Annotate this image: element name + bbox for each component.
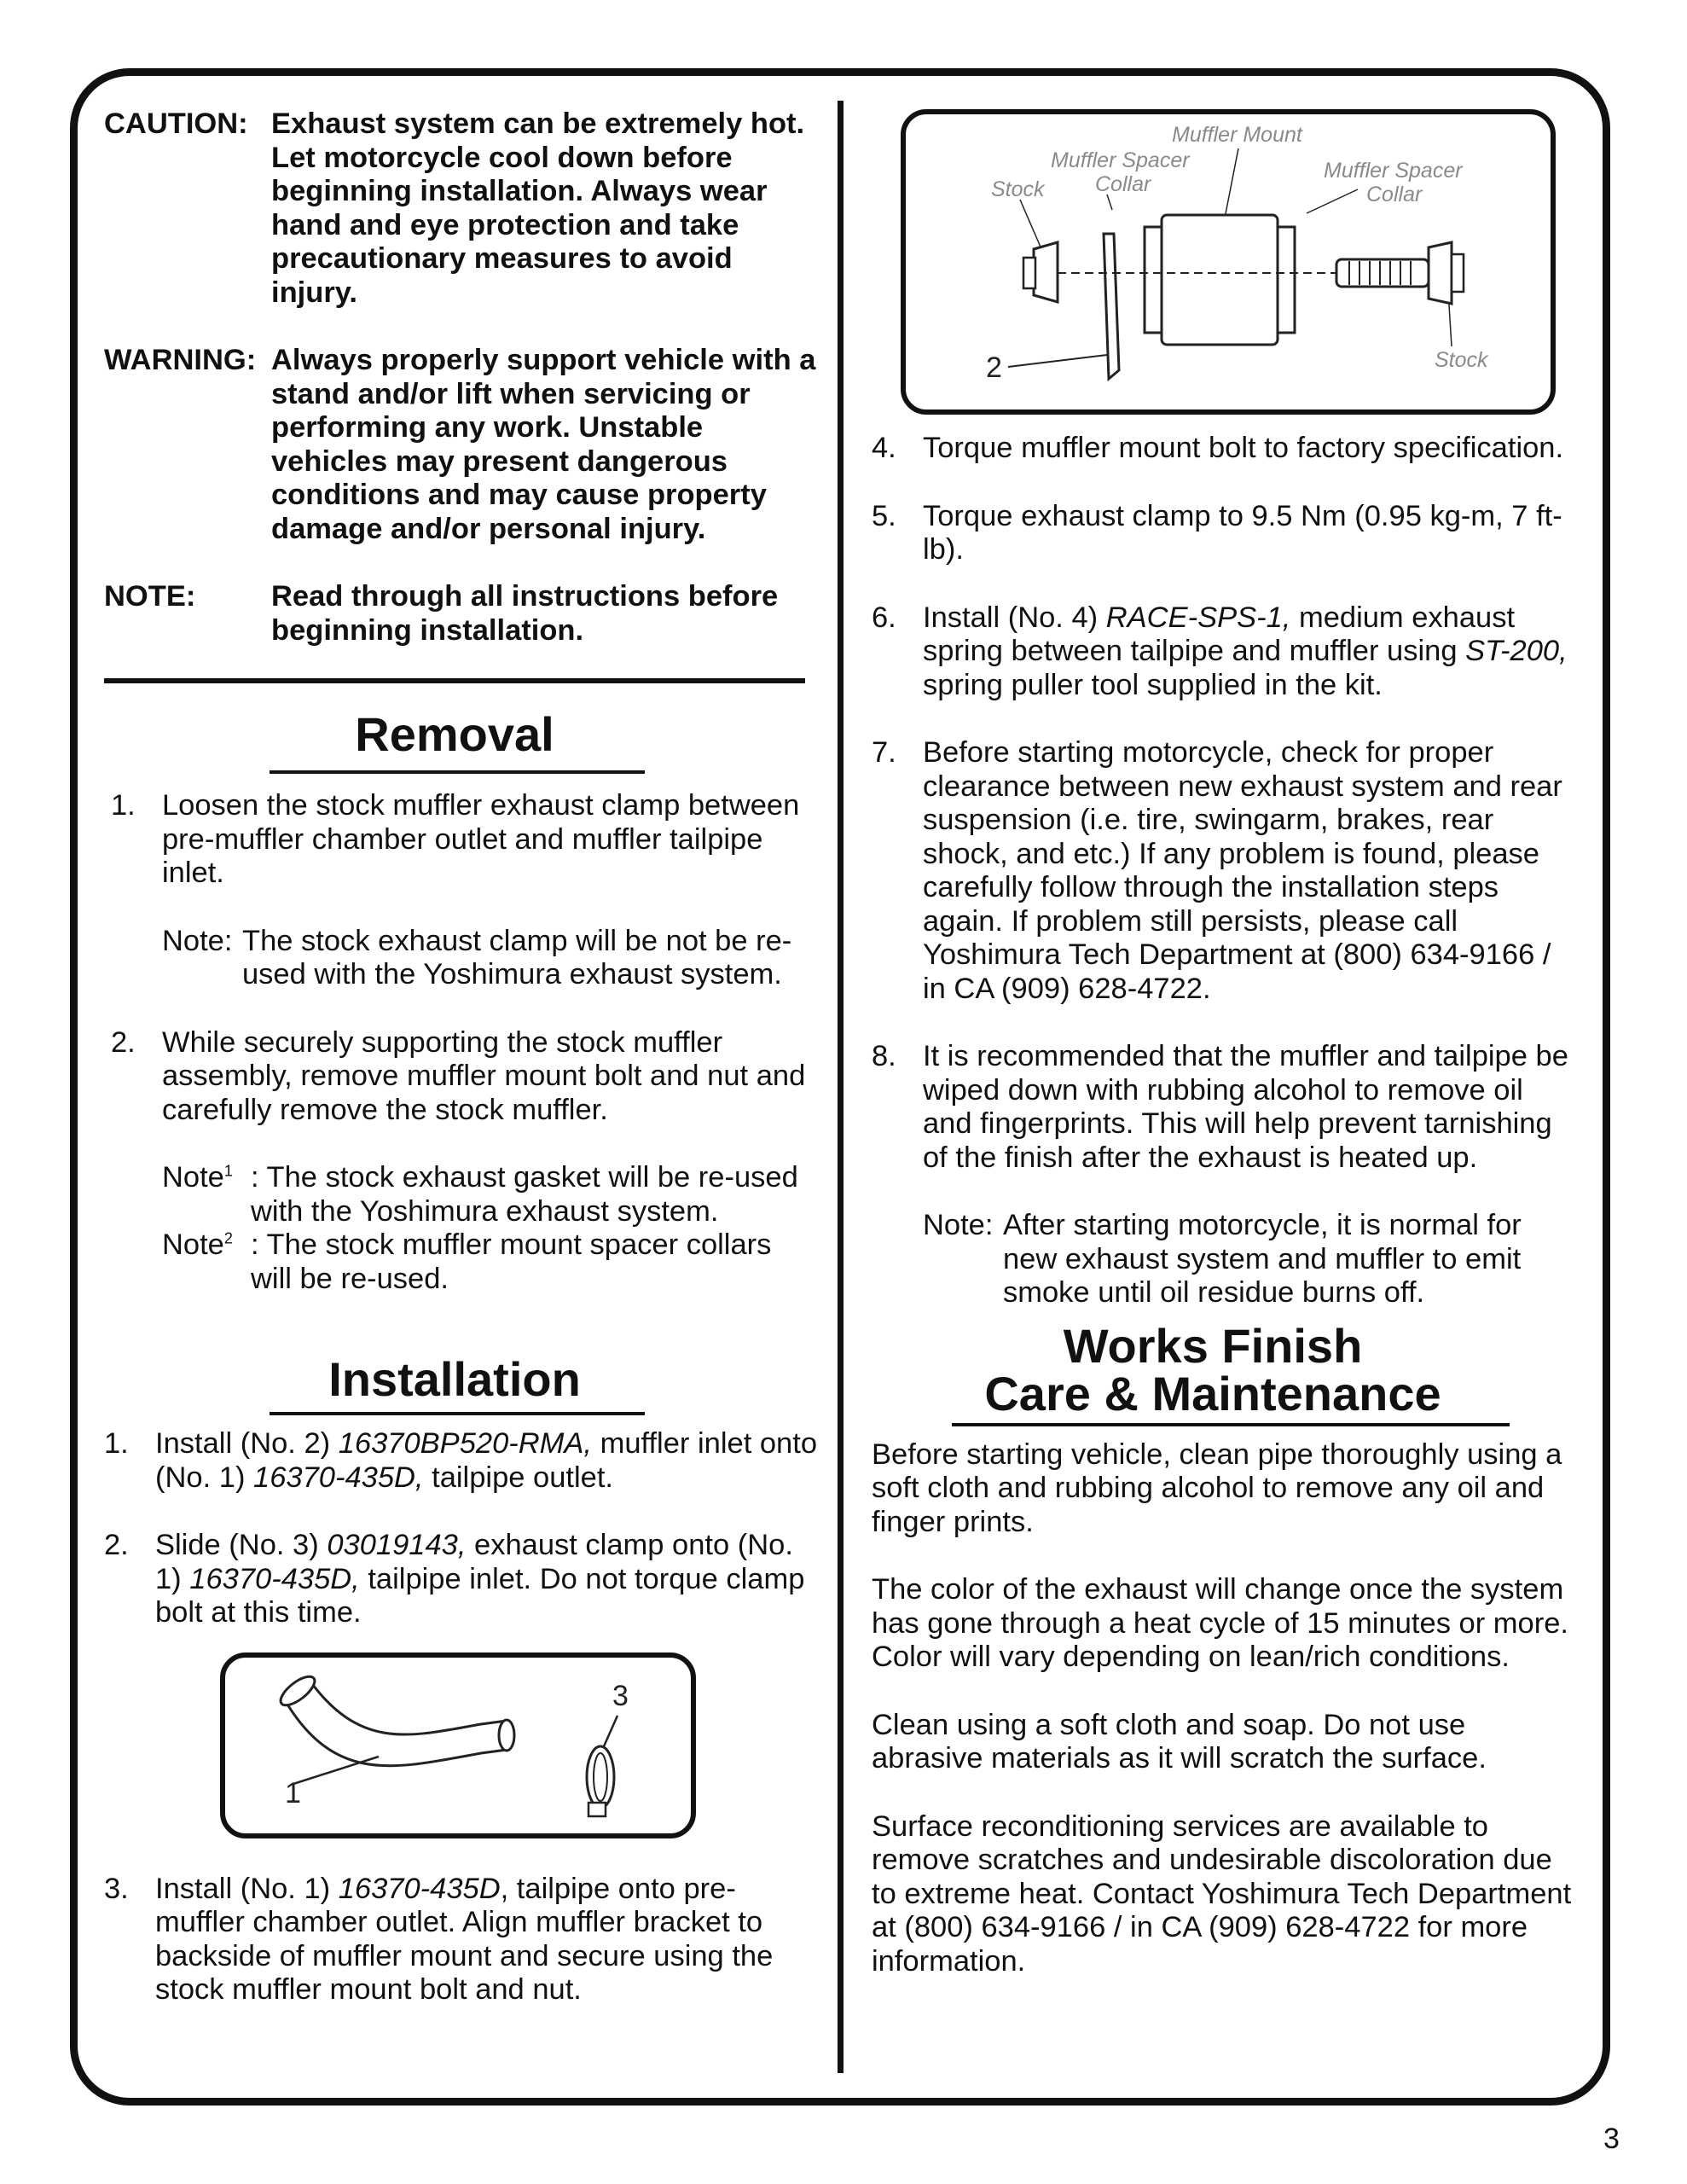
step-5: [872, 500, 1580, 567]
note-label: NOTE:: [104, 580, 196, 613]
label-spacer-right-2: Collar: [1366, 183, 1423, 206]
care-paragraph-1: Before starting vehicle, clean pipe thoroughly using a soft cloth and rubbing alcohol to remove any oil and finger prints.: [872, 1438, 1562, 1538]
installation-title-underline: [270, 1412, 645, 1415]
muffler-mount-illustration: [906, 114, 1551, 410]
step-number: 5.: [872, 499, 896, 532]
step-text: [155, 1427, 819, 1495]
removal-note-2a: [162, 1161, 819, 1228]
note-label-text: Note: [162, 1228, 224, 1261]
spacer-collar-right: [1278, 227, 1295, 333]
step-7: [872, 736, 1580, 1006]
step-text: While securely supporting the stock muffler assembly, remove muffler mount bolt and nut and carefully remove the stock muffler.: [162, 1025, 806, 1126]
note-label: Note:: [162, 924, 233, 957]
step-text: [155, 1529, 819, 1630]
text-run: Install (No. 2): [155, 1427, 339, 1460]
part-number: 16370-435D,: [189, 1562, 360, 1595]
label-2: 2: [986, 351, 1002, 384]
step-number: 7.: [872, 736, 896, 769]
text-run: Slide (No. 3): [155, 1529, 328, 1561]
step-8: [872, 1040, 1580, 1175]
warning-block: [104, 344, 819, 546]
bolt-head: [1429, 242, 1452, 304]
step-4: [872, 432, 1580, 466]
leader-line-1: [293, 1757, 379, 1784]
tailpipe-outline-bottom: [310, 1682, 507, 1734]
label-1: 1: [285, 1776, 301, 1809]
caution-text: Exhaust system can be extremely hot. Let motorcycle cool down before beginning installation. Always wear hand and eye protection and take precautionary measures to avoid injury.: [271, 107, 805, 309]
clamp-band: [587, 1746, 614, 1808]
removal-note-2b: [162, 1228, 819, 1296]
part-number: 16370BP520-RMA,: [338, 1427, 592, 1460]
muffler-bracket: [1104, 234, 1119, 379]
tailpipe-outlet-ring: [276, 1671, 319, 1710]
text-run: tailpipe outlet.: [423, 1461, 614, 1494]
nut-left: [1034, 242, 1058, 302]
note-text: : The stock muffler mount spacer collars will be re-used.: [251, 1228, 772, 1295]
leader-bracket: [1008, 355, 1107, 367]
text-run: Install (No. 4): [923, 601, 1106, 634]
clamp-bolt: [588, 1803, 606, 1816]
step-number: 6.: [872, 601, 896, 634]
leader-spacer-right: [1307, 189, 1358, 213]
label-stock-left: Stock: [991, 177, 1045, 201]
muffler-mount-figure: [901, 109, 1556, 415]
step-number: 1.: [104, 1427, 129, 1460]
bolt-head-face: [1452, 254, 1464, 292]
removal-title-underline: [270, 770, 645, 774]
care-paragraph-2: The color of the exhaust will change once the system has gone through a heat cycle of 15 minutes or more. Color will vary depending on lean/rich conditions.: [872, 1573, 1568, 1673]
text-run: medium exhaust spring between tailpipe and muffler using: [923, 601, 1516, 667]
part-number: ST-200,: [1465, 635, 1568, 667]
works-finish-title-line-1: Works Finish: [1063, 1318, 1363, 1373]
text-run: exhaust clamp onto (No. 1): [155, 1529, 793, 1595]
bolt-shank: [1336, 259, 1429, 287]
care-paragraph-4: Surface reconditioning services are available to remove scratches and undesirable discoloration due to extreme heat. Contact Yoshimura Tech Department at (800) 634-9166 / in CA (909) 628-4722 for more information.: [872, 1809, 1572, 1978]
leader-spacer-left: [1107, 195, 1112, 210]
note-text: : The stock exhaust gasket will be re-used with the Yoshimura exhaust system.: [251, 1161, 798, 1228]
step-text: Torque muffler mount bolt to factory specification.: [923, 432, 1564, 464]
step-number: 2.: [104, 1529, 129, 1561]
tailpipe-clamp-figure: [220, 1653, 696, 1838]
column-divider: [838, 101, 844, 2073]
note-label-text: Note: [162, 1161, 224, 1194]
part-number: RACE-SPS-1,: [1105, 601, 1291, 634]
text-run: , tailpipe onto pre-muffler chamber outlet. Align muffler bracket to backside of muffler mount and secure using the stock muffler mount bolt and nut.: [155, 1872, 774, 2006]
installation-step-3: [104, 1873, 819, 2007]
installation-title: Installation: [328, 1352, 581, 1406]
step-text: Torque exhaust clamp to 9.5 Nm (0.95 kg-m, 7 ft-lb).: [923, 499, 1562, 566]
works-finish-title-underline: [952, 1423, 1510, 1426]
text-run: Install (No. 1): [155, 1872, 339, 1905]
caution-label: CAUTION:: [104, 107, 248, 140]
leader-stock-left: [1020, 200, 1042, 251]
page-number: 3: [1603, 2123, 1620, 2155]
removal-title: Removal: [355, 707, 554, 761]
text-run: tailpipe inlet. Do not torque clamp bolt at this time.: [155, 1562, 805, 1629]
step-number: 3.: [104, 1872, 129, 1905]
label-stock-right: Stock: [1435, 348, 1488, 372]
removal-step-1: [111, 789, 819, 891]
warning-label: WARNING:: [104, 344, 257, 376]
note-superscript: 2: [223, 1229, 233, 1247]
works-finish-title-line-2: Care & Maintenance: [984, 1366, 1441, 1420]
text-run: spring puller tool supplied in the kit.: [923, 668, 1383, 701]
installation-step-2: [104, 1529, 819, 1630]
label-spacer-left-2: Collar: [1095, 172, 1151, 196]
text-run: muffler inlet onto (No. 1): [155, 1427, 818, 1494]
installation-step-1: [104, 1427, 819, 1495]
tailpipe-clamp-illustration: [225, 1658, 691, 1833]
note-text: Read through all instructions before beginning installation.: [271, 580, 779, 647]
note-label: [162, 1228, 251, 1296]
warning-text: Always properly support vehicle with a stand and/or lift when servicing or performing any work. Unstable vehicles may present dangerous conditions and may cause property damage and/or personal injury.: [271, 344, 816, 545]
label-muffler-mount: Muffler Mount: [1172, 123, 1302, 147]
step-text: Loosen the stock muffler exhaust clamp between pre-muffler chamber outlet and muffler tailpipe inlet.: [162, 789, 800, 889]
removal-step-2: [111, 1026, 819, 1128]
step-text: [155, 1873, 819, 2007]
nut-left-face: [1023, 258, 1035, 288]
muffler-mount: [1162, 215, 1278, 345]
label-spacer-right-1: Muffler Spacer: [1324, 159, 1463, 183]
label-3: 3: [612, 1679, 629, 1712]
left-column: [104, 107, 819, 2007]
step-number: 4.: [872, 432, 896, 464]
note-block: [104, 580, 819, 648]
caution-block: [104, 107, 819, 310]
step-text: It is recommended that the muffler and tailpipe be wiped down with rubbing alcohol to remove oil and fingerprints. This will help prevent tarnishing of the finish after the exhaust is heated up.: [923, 1040, 1568, 1174]
removal-note-1: [162, 925, 819, 992]
label-spacer-left-1: Muffler Spacer: [1051, 148, 1190, 172]
right-column: [872, 109, 1580, 1978]
part-number: 03019143,: [327, 1529, 467, 1561]
step-8-note: [923, 1209, 1580, 1310]
note-text: The stock exhaust clamp will be not be re-used with the Yoshimura exhaust system.: [242, 924, 792, 990]
step-text: [923, 601, 1580, 703]
care-paragraph-3: Clean using a soft cloth and soap. Do not use abrasive materials as it will scratch the surface.: [872, 1708, 1487, 1774]
step-number: 2.: [111, 1025, 136, 1059]
step-number: 8.: [872, 1040, 896, 1072]
leader-line-3: [604, 1716, 617, 1746]
part-number: 16370-435D,: [253, 1461, 424, 1494]
note-text: After starting motorcycle, it is normal for new exhaust system and muffler to emit smoke until oil residue burns off.: [1003, 1209, 1522, 1309]
note-superscript: 1: [223, 1162, 233, 1180]
part-number: 16370-435D: [338, 1872, 501, 1905]
spacer-collar-left: [1145, 227, 1162, 333]
step-number: 1.: [111, 789, 136, 822]
tailpipe-inlet-ring: [499, 1720, 514, 1751]
step-6: [872, 601, 1580, 703]
step-text: Before starting motorcycle, check for proper clearance between new exhaust system and rear suspension (i.e. tire, swingarm, brakes, rear shock, and etc.) If any problem is found, please carefully follow through the installation steps again. If problem still persists, please call Yoshimura Tech Department at (800) 634-9166 / in CA (909) 628-4722.: [923, 736, 1562, 1005]
note-label: [162, 1161, 251, 1228]
section-rule: [104, 678, 805, 683]
works-finish-title: [872, 1318, 1554, 1420]
note-label: Note:: [923, 1209, 994, 1241]
